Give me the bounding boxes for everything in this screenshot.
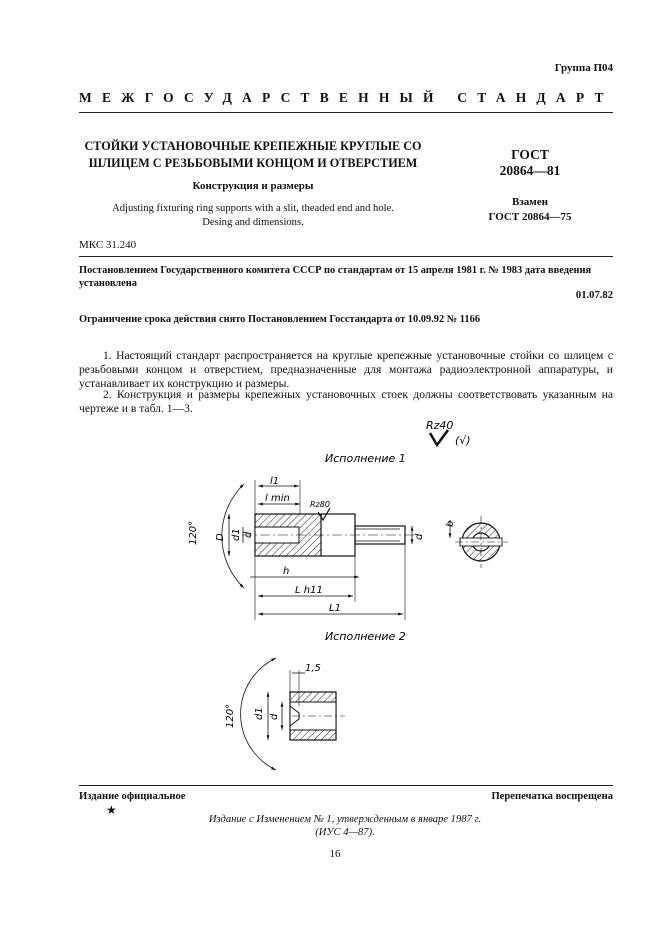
official-edition: Издание официальное bbox=[79, 791, 186, 802]
dim-d-label-inner: d bbox=[243, 531, 254, 538]
decree-text: Постановлением Государственного комитета СССР по стандартам от 15 апреля 1981 г. № 1983 дата введения установлена bbox=[79, 265, 592, 289]
gost-number: 20864—81 bbox=[499, 163, 561, 178]
footer-rule bbox=[79, 785, 613, 786]
star-icon: ★ bbox=[106, 803, 117, 817]
edition-note-line-2: (ИУС 4—87). bbox=[315, 827, 375, 838]
group-code: Группа П04 bbox=[554, 62, 613, 74]
introduction-date: 01.07.82 bbox=[575, 290, 613, 301]
dim-d1-label-2: d1 bbox=[254, 707, 265, 720]
paragraph-2: 2. Конструкция и размеры крепежных установочных стоек должны соответствовать указанным на чертеже и в табл. 1—3. bbox=[79, 388, 613, 415]
dim-L1-label: L1 bbox=[329, 603, 341, 614]
english-title-line-2: Desing and dimensions. bbox=[202, 217, 304, 228]
dim-lmin-label: l min bbox=[265, 493, 290, 504]
dim-Lh11-label: L h11 bbox=[295, 585, 323, 596]
roughness-main-label: Rz40 bbox=[426, 419, 454, 432]
dim-l1-label: l1 bbox=[270, 476, 280, 487]
page-number: 16 bbox=[329, 848, 341, 860]
dim-d-label-2: d bbox=[269, 713, 280, 720]
gost-label: ГОСТ bbox=[511, 147, 549, 162]
angle-label-2: 120° bbox=[225, 703, 236, 728]
variant-1-label: Исполнение 1 bbox=[325, 452, 406, 465]
title-line-2: ШЛИЦЕМ С РЕЗЬБОВЫМИ КОНЦОМ И ОТВЕРСТИЕМ bbox=[88, 156, 418, 170]
roughness-paren-label: (√) bbox=[455, 434, 471, 447]
variant-2-label: Исполнение 2 bbox=[325, 630, 406, 643]
document-subtitle: Конструкция и размеры bbox=[192, 180, 314, 192]
reprint-notice: Перепечатка воспрещена bbox=[491, 791, 613, 802]
title-line-1: СТОЙКИ УСТАНОВОЧНЫЕ КРЕПЕЖНЫЕ КРУГЛЫЕ СО bbox=[84, 139, 422, 153]
english-title-line-1: Adjusting fixturing ring supports with a slit, theaded end and hole. bbox=[112, 203, 394, 214]
edition-note bbox=[150, 813, 540, 839]
dim-d-label-outer: d bbox=[414, 533, 425, 540]
rz80-label: Rz80 bbox=[310, 500, 330, 509]
dim-h-label: h bbox=[283, 566, 290, 577]
edition-note-line-1: Издание с Изменением № 1, утвержденным в январе 1987 г. bbox=[208, 814, 482, 825]
dim-1-5-label: 1,5 bbox=[305, 663, 321, 674]
mks-code: МКС 31.240 bbox=[79, 239, 137, 251]
replaces-standard: ГОСТ 20864—75 bbox=[488, 211, 572, 223]
dim-D-label: D bbox=[215, 533, 226, 541]
end-view bbox=[450, 516, 508, 568]
replaces-label: Взамен bbox=[512, 196, 548, 208]
dim-b-label: b bbox=[445, 520, 456, 527]
limit-note: Ограничение срока действия снято Постановлением Госстандарта от 10.09.92 № 1166 bbox=[79, 314, 481, 325]
roughness-check-icon bbox=[430, 430, 448, 445]
standard-type-heading: МЕЖГОСУДАРСТВЕННЫЙ СТАНДАРТ bbox=[79, 90, 614, 105]
paragraph-1: 1. Настоящий стандарт распространяется на круглые крепежные установочные стойки со шлицем с резьбовыми концом и отверстием, предназначенные для монтажа радиоэлектронной аппаратуры, и устанавливает их конструкцию и размеры. bbox=[79, 349, 613, 390]
dim-d1-label: d1 bbox=[231, 528, 242, 541]
angle-label-1: 120° bbox=[188, 520, 199, 545]
